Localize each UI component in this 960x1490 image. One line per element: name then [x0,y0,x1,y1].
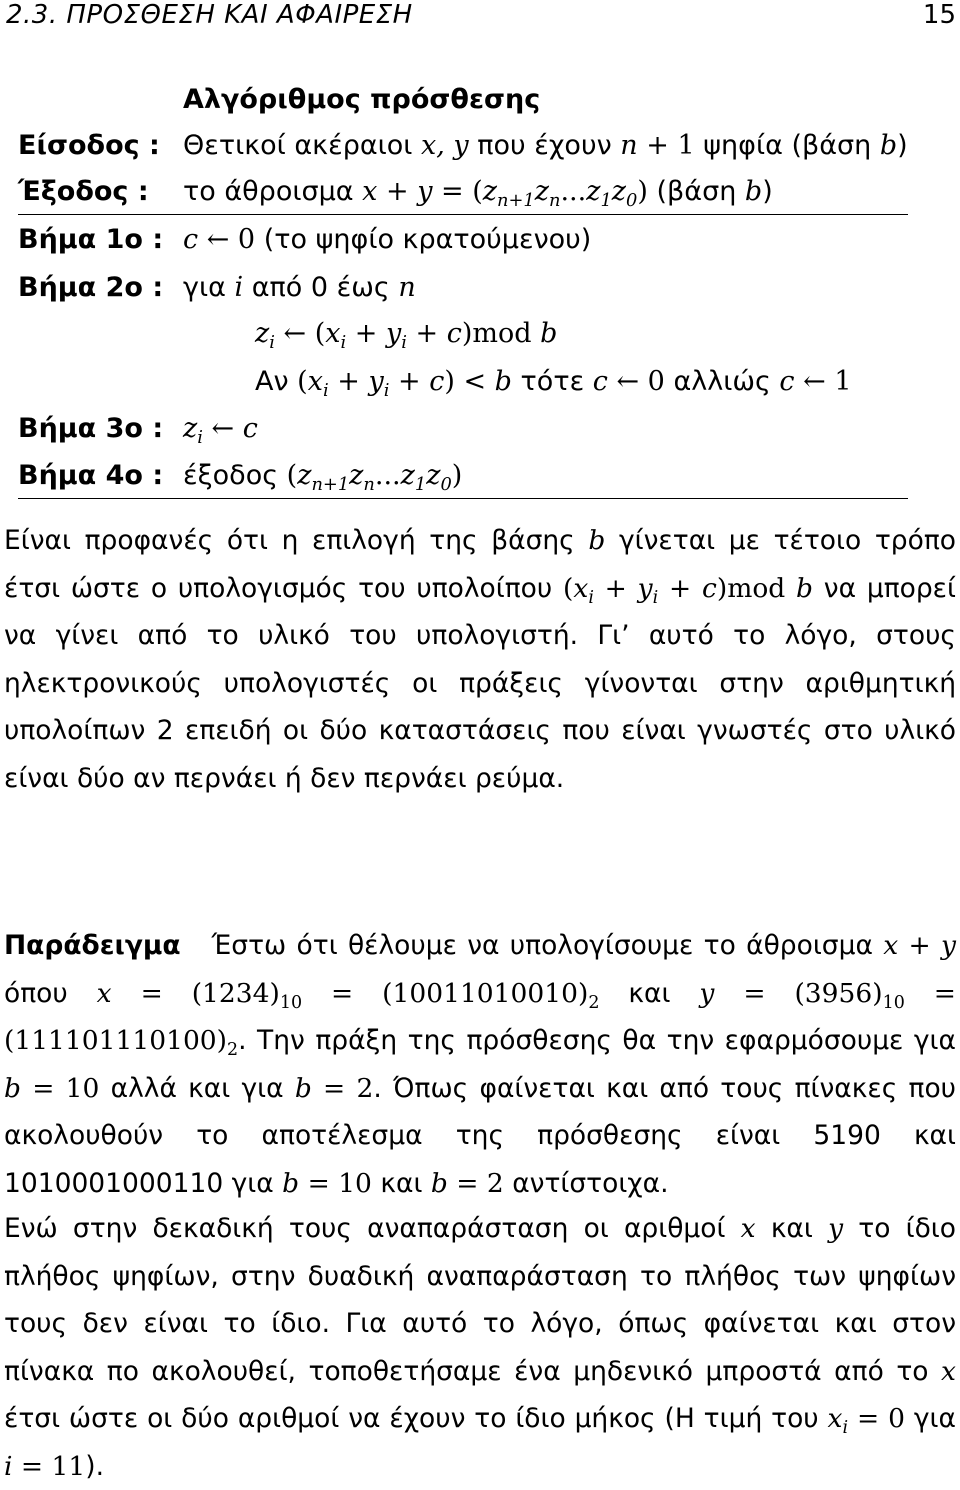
input-description: Θετικοί ακέραιοι x, y που έχουν n + 1 ψηφία (βάση b) [183,130,908,161]
algorithm-step-2-mod: $z_i$ ← $(x_i + y_i + c)mod$ b [255,318,558,354]
input-label: Είσοδος : [18,130,160,161]
step-3-label: Βήμα 3ο : [18,413,164,444]
algorithm-bottom-rule [18,498,908,499]
paragraph-binary-length: Ενώ στην δεκαδική τους αναπαράσταση οι αριθμοί x και y το ίδιο πλήθος ψηφίων, στην δυαδική αναπαράσταση το πλήθος των ψηφίων τους δεν είναι το ίδιο. Για αυτό το λόγο, όπως φαίνεται και στον πίνακα πο ακολουθεί, τοποθετήσαμε ένα μηδενικό μπροστά από το x έτσι ώστε οι δύο αριθμοί να έχουν το ίδιο μήκος (Η τιμή του $x_i = 0$ για i = 11). [4,1213,956,1482]
paragraph-base-choice: Είναι προφανές ότι η επιλογή της βάσης b γίνεται με τέτοιο τρόπο έτσι ώστε ο υπολογισμός του υπολοίπου $(x_i + y_i + c)mod$ b να μπορεί να γίνει από το υλικό του υπολογιστή. Γι’ αυτό το λόγο, στους ηλεκτρονικούς υπολογιστές οι πράξεις γίνονται στην αριθμητική υπολοίπων 2 επειδή οι δύο καταστάσεις που είναι γνωστές στο υλικό είναι δύο αν περνάει ή δεν περνάει ρεύμα. [4,525,956,794]
algorithm-top-rule [18,214,908,215]
example-heading: Παράδειγμα [4,930,181,961]
example-paragraph: Παράδειγμα Έστω ότι θέλουμε να υπολογίσουμε το άθροισμα x + y όπου $x = (1234)_{10} = (10011010010)_2$ και $y = (3956)_{10} = (111101110100)_2$. Την πράξη της πρόσθεσης θα την εφαρμόσουμε για b = 10 αλλά και για b = 2. Όπως φαίνεται και από τους πίνακες που ακολουθούν το αποτέλεσμα της πρόσθεσης είναι 5190 και 1010001000110 για b = 10 και b = 2 αντίστοιχα. [4,930,957,1199]
output-description: το άθροισμα $x + y = (z_{n+1}z_n...z_1z_0)$ (βάση b) [183,176,773,212]
algorithm-step-2-carry: Αν $(x_i + y_i + c) < b$ τότε c ← 0 αλλιώς c ← 1 [255,366,852,402]
page-number: 15 [922,0,956,30]
section-title: 2.3. ΠΡΟΣΘΕΣΗ ΚΑΙ ΑΦΑΙΡΕΣΗ [6,0,413,30]
step-2-label: Βήμα 2ο : [18,272,164,303]
output-label: Έξοδος : [18,176,149,207]
algorithm-title: Αλγόριθμος πρόσθεσης [183,84,541,115]
step-1-label: Βήμα 1ο : [18,224,164,255]
page-header [0,0,960,40]
step-4-label: Βήμα 4ο : [18,460,164,491]
